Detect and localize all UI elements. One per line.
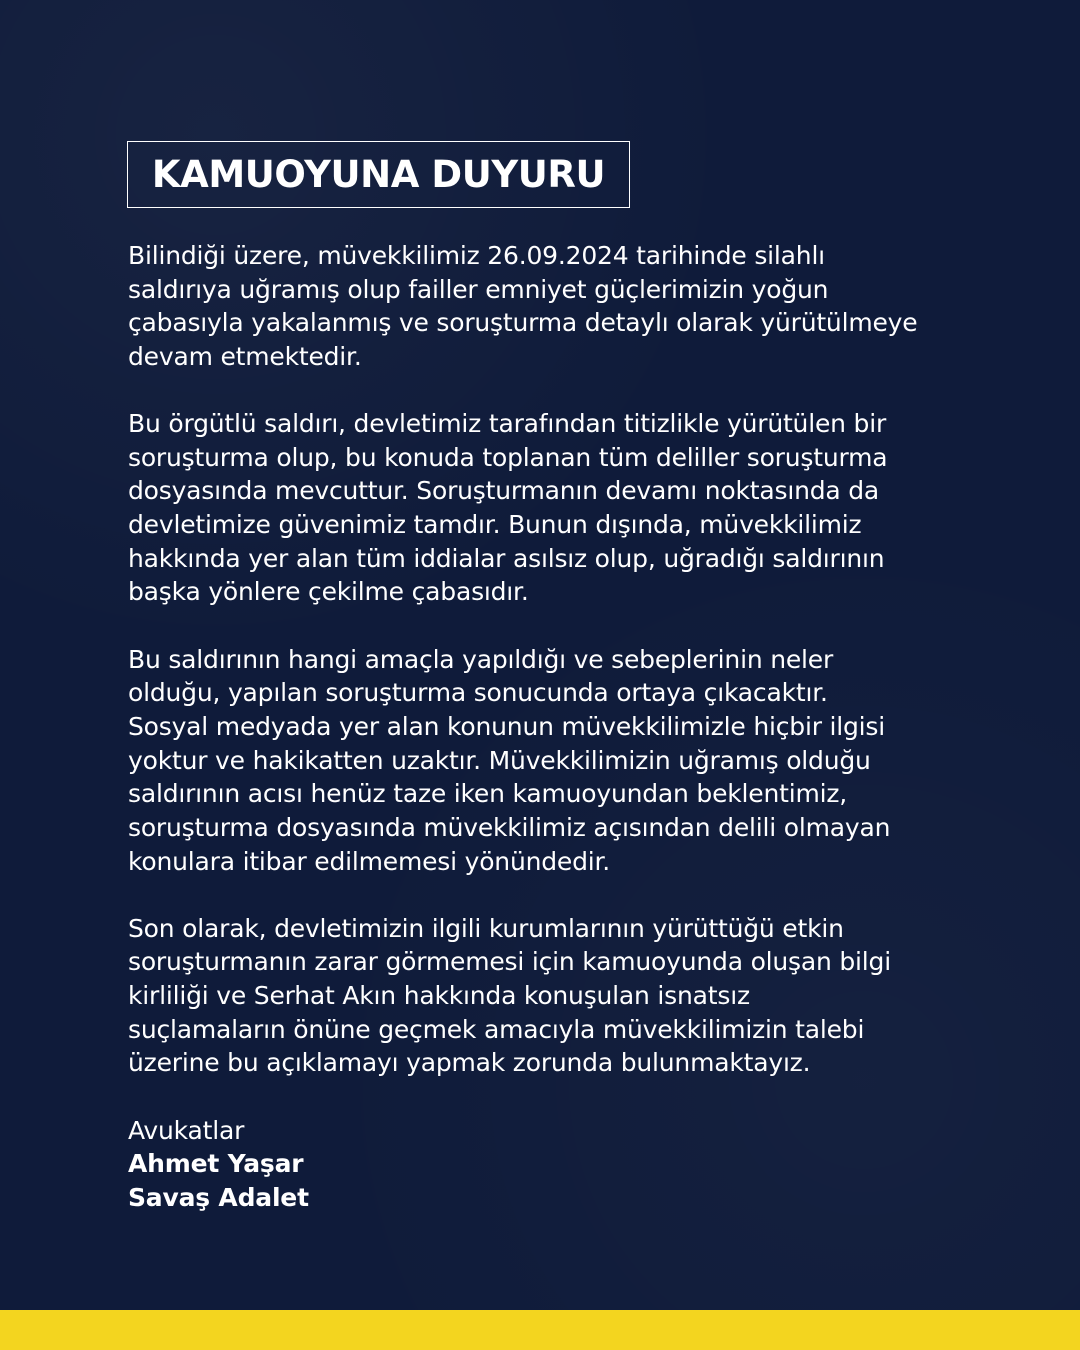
text-line: saldırıya uğramış olup failler emniyet güçlerimizin yoğun	[128, 274, 829, 304]
signature-name: Ahmet Yaşar	[128, 1149, 304, 1179]
text-line: yoktur ve hakikatten uzaktır. Müvekkilimizin uğramış olduğu	[128, 745, 871, 775]
text-line: soruşturma dosyasında müvekkilimiz açısından delili olmayan	[128, 812, 891, 842]
text-line: hakkında yer alan tüm iddialar asılsız olup, uğradığı saldırının	[128, 543, 885, 573]
text-line: Sosyal medyada yer alan konunun müvekkilimizle hiçbir ilgisi	[128, 711, 885, 741]
text-line: kirliliği ve Serhat Akın hakkında konuşulan isnatsız	[128, 981, 750, 1011]
text-line: başka yönlere çekilme çabasıdır.	[128, 577, 529, 607]
text-line: soruşturma olup, bu konuda toplanan tüm deliller soruşturma	[128, 442, 888, 472]
document-body	[128, 239, 958, 1215]
paragraph	[128, 912, 958, 1080]
text-line: Bu örgütlü saldırı, devletimiz tarafından titizlikle yürütülen bir	[128, 409, 887, 439]
text-line: soruşturmanın zarar görmemesi için kamuoyunda oluşan bilgi	[128, 947, 891, 977]
text-line: suçlamaların önüne geçmek amacıyla müvekkilimizin talebi	[128, 1014, 865, 1044]
text-line: Bu saldırının hangi amaçla yapıldığı ve sebeplerinin neler	[128, 644, 834, 674]
text-line: Son olarak, devletimizin ilgili kurumlarının yürüttüğü etkin	[128, 913, 844, 943]
paragraph	[128, 407, 958, 609]
document-title: KAMUOYUNA DUYURU	[151, 153, 606, 196]
text-line: üzerine bu açıklamayı yapmak zorunda bulunmaktayız.	[128, 1048, 811, 1078]
text-line: devletimize güvenimiz tamdır. Bunun dışında, müvekkilimiz	[128, 510, 862, 540]
text-line: Bilindiği üzere, müvekkilimiz 26.09.2024 tarihinde silahlı	[128, 241, 825, 270]
text-line: konulara itibar edilmemesi yönündedir.	[128, 846, 611, 876]
paragraph	[128, 643, 958, 878]
signature-block	[128, 1114, 958, 1215]
signature-label: Avukatlar	[128, 1115, 245, 1145]
text-line: devam etmektedir.	[128, 341, 362, 371]
yellow-bottom-bar	[0, 1310, 1080, 1350]
text-line: olduğu, yapılan soruşturma sonucunda ortaya çıkacaktır.	[128, 678, 828, 708]
text-line: çabasıyla yakalanmış ve soruşturma detaylı olarak yürütülmeye	[128, 308, 918, 338]
paragraph	[128, 239, 958, 374]
text-line: dosyasında mevcuttur. Soruşturmanın devamı noktasında da	[128, 476, 880, 506]
text-line: saldırının acısı henüz taze iken kamuoyundan beklentimiz,	[128, 779, 848, 809]
title-box	[127, 141, 630, 208]
signature-name: Savaş Adalet	[128, 1182, 309, 1212]
